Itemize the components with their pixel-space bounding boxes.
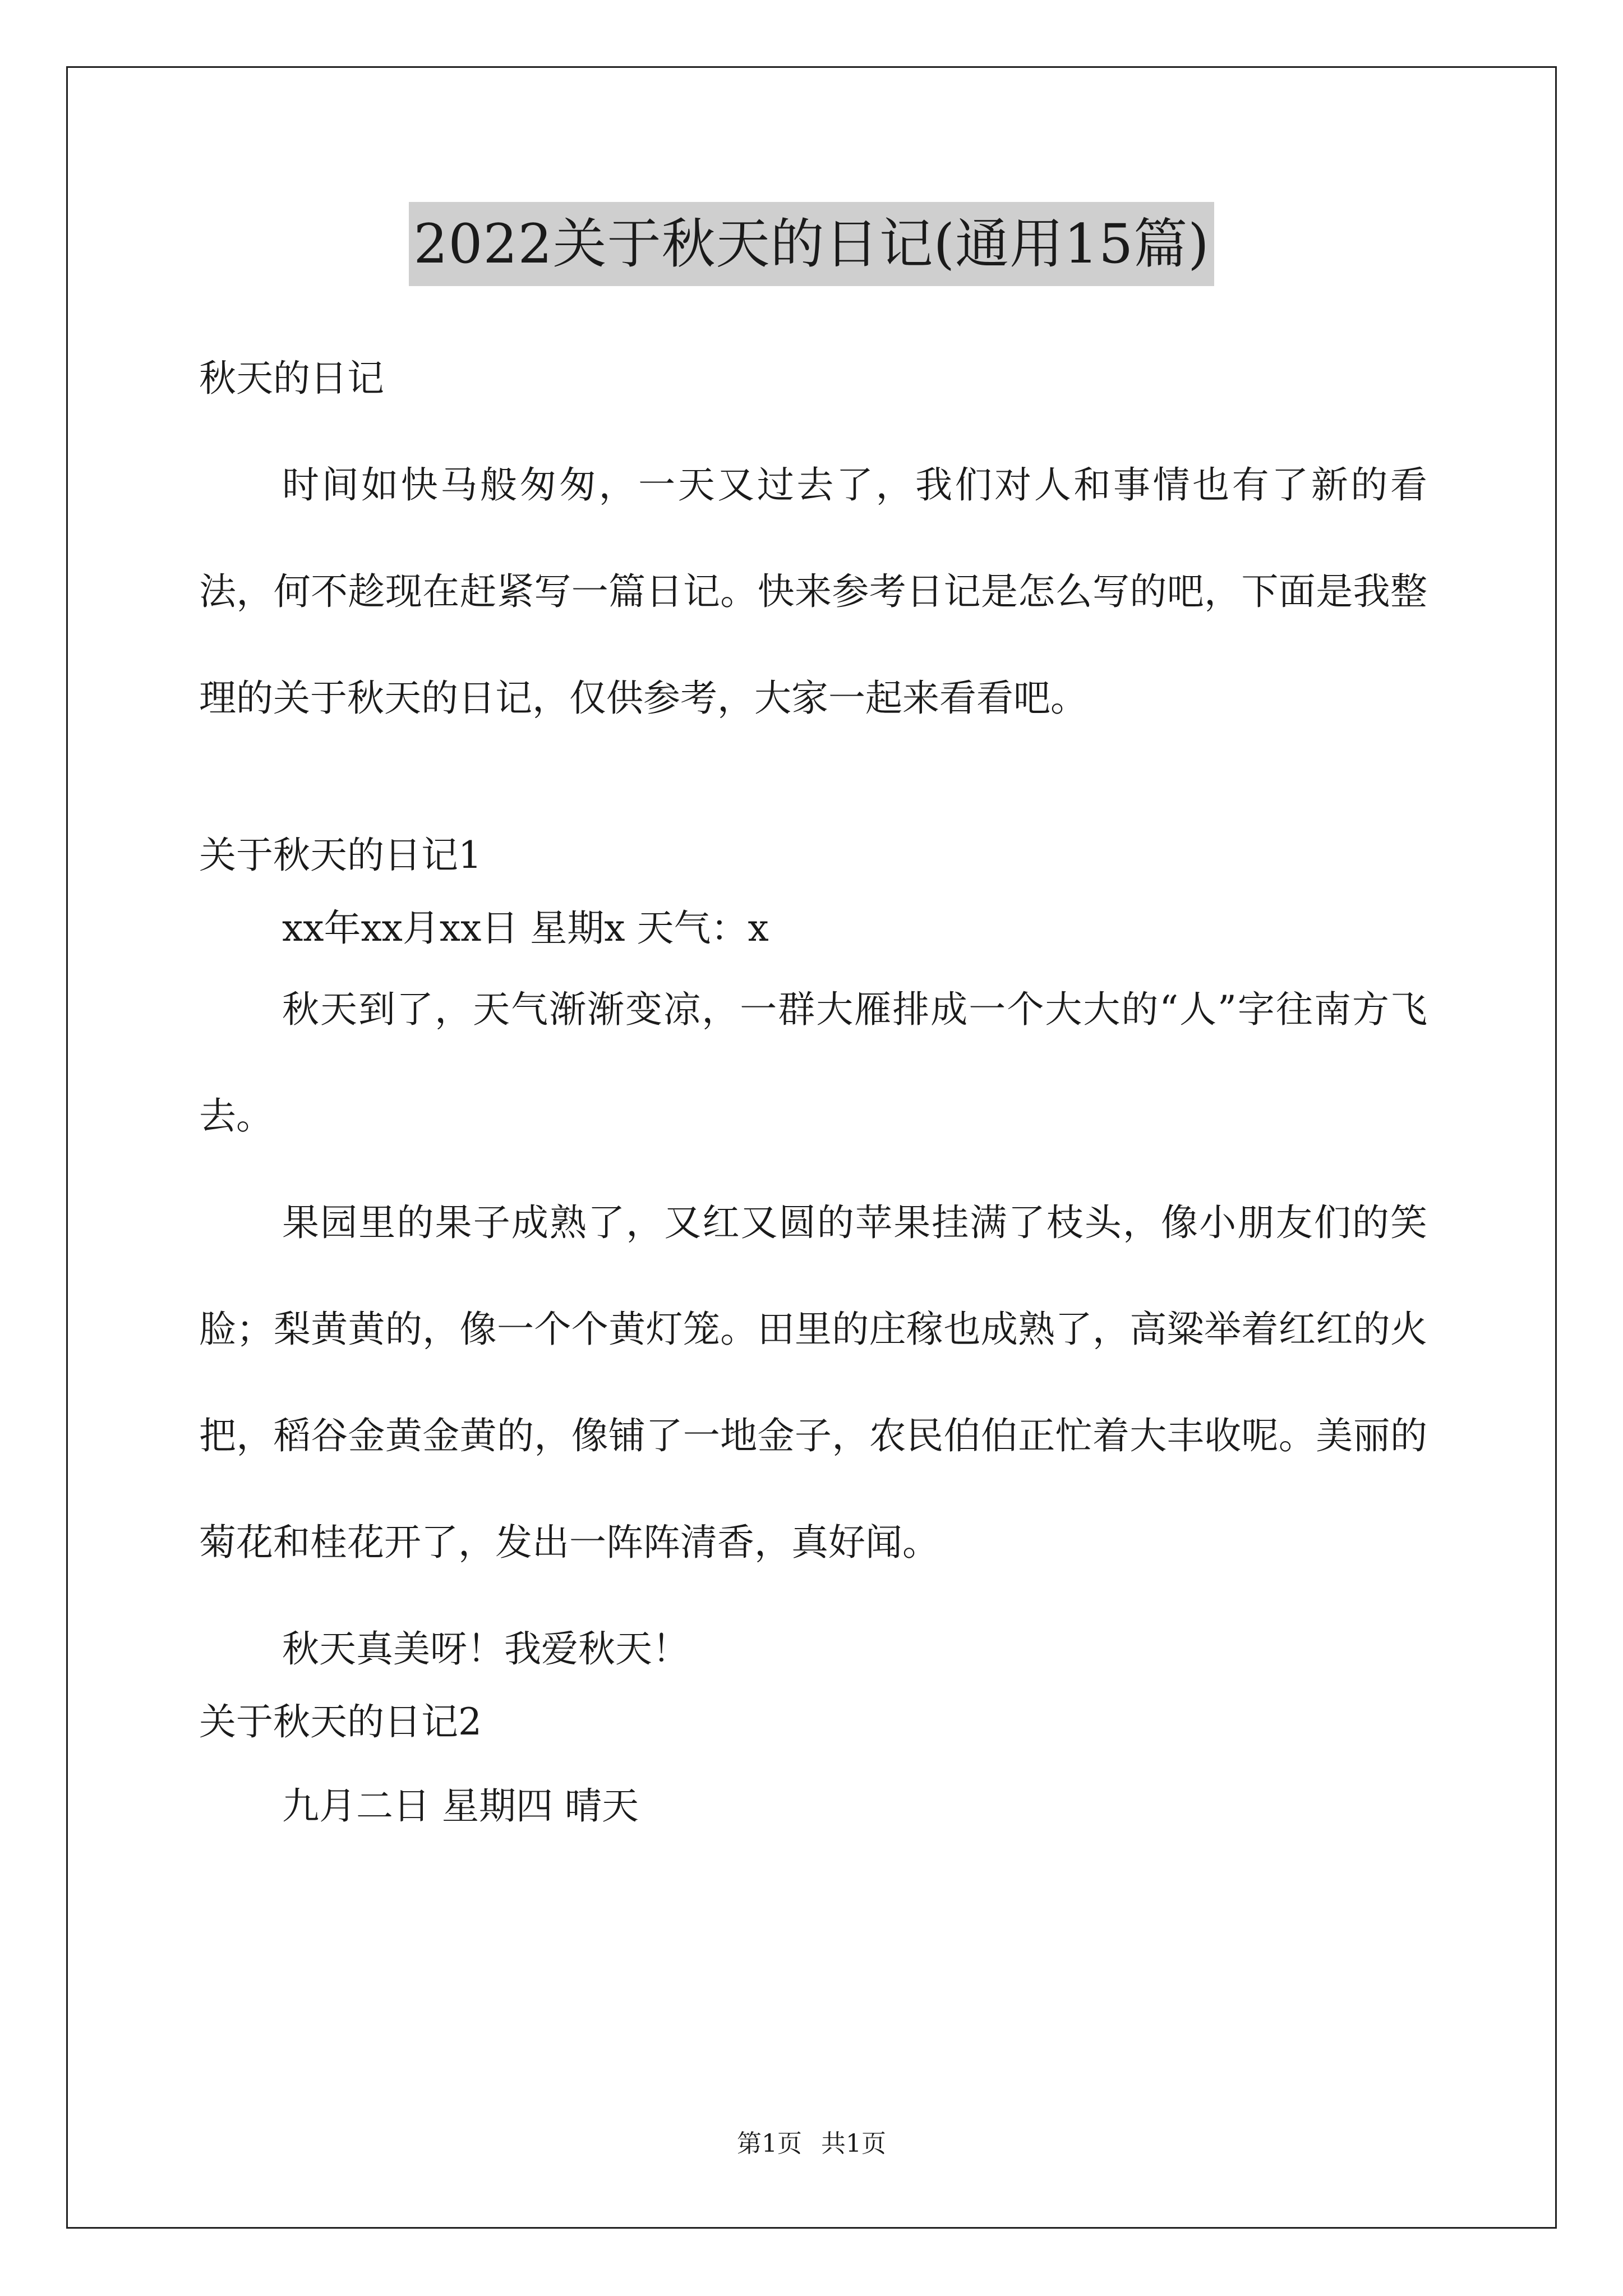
intro-paragraph: 时间如快马般匆匆，一天又过去了，我们对人和事情也有了新的看法，何不趁现在赶紧写一篇日记。快来参考日记是怎么写的吧，下面是我整理的关于秋天的日记，仅供参考，大家一起来看看吧。 [199, 463, 1427, 720]
intro-heading: 秋天的日记 [199, 357, 384, 400]
title-container [0, 202, 1623, 286]
document-body [199, 353, 1427, 1832]
diary1-date: xx年xx月xx日 星期x 天气：x [282, 907, 769, 950]
diary1-paragraph-3: 秋天真美呀！我爱秋天！ [282, 1627, 689, 1671]
diary1-paragraph-1: 秋天到了，天气渐渐变凉，一群大雁排成一个大大的“人”字往南方飞去。 [199, 988, 1427, 1138]
document-title: 2022关于秋天的日记(通用15篇) [409, 202, 1214, 286]
page-number: 第1页 [737, 2129, 802, 2158]
diary1-paragraph-2: 果园里的果子成熟了，又红又圆的苹果挂满了枝头，像小朋友们的笑脸；梨黄黄的，像一个个黄灯笼。田里的庄稼也成熟了，高粱举着红红的火把，稻谷金黄金黄的，像铺了一地金子，农民伯伯正忙着大丰收呢。美丽的菊花和桂花开了，发出一阵阵清香，真好闻。 [199, 1201, 1427, 1564]
diary1-heading: 关于秋天的日记1 [199, 834, 482, 877]
diary2-date: 九月二日 星期四 晴天 [282, 1784, 639, 1828]
page-footer [0, 2127, 1623, 2161]
page-total: 共1页 [821, 2129, 886, 2158]
diary2-heading: 关于秋天的日记2 [199, 1700, 482, 1743]
